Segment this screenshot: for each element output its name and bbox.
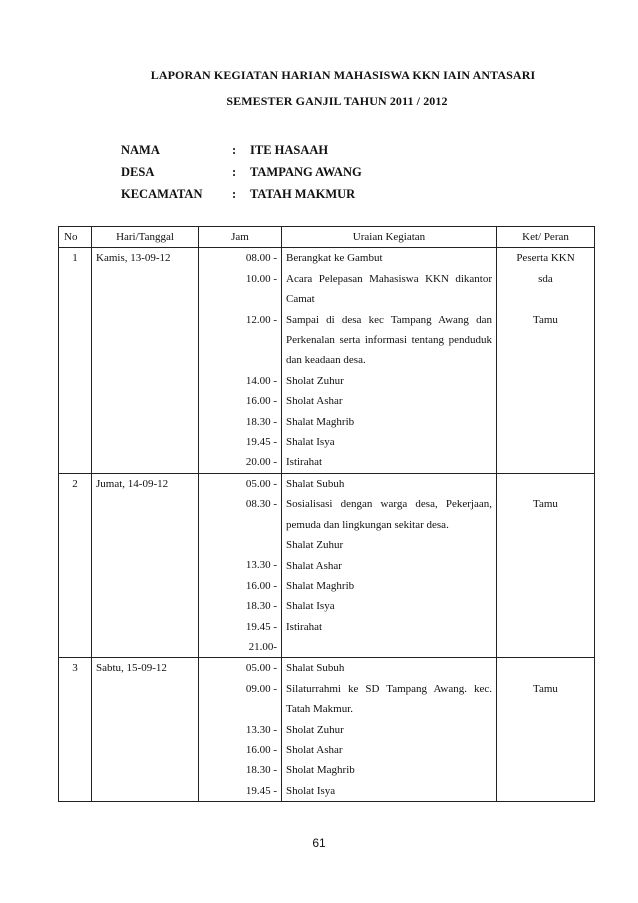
jam-line: 16.00 - [245,395,277,408]
ket-line: Peserta KKN [516,252,575,265]
ket-line [501,474,590,494]
jam-line [203,699,277,719]
cell-ket [497,248,595,473]
header-no: No [59,227,92,248]
cell-tanggal: Kamis, 13-09-12 [92,248,199,473]
uraian-line: Sholat Maghrib [286,764,355,777]
jam-line: 09.00 - [245,682,277,695]
jam-line: 05.00 - [245,662,277,675]
cell-tanggal: Sabtu, 15-09-12 [92,658,199,802]
report-title: LAPORAN KEGIATAN HARIAN MAHASISWA KKN IAIN ANTASARI [150,68,536,82]
table-row [59,473,595,658]
kecamatan-value: TATAH MAKMUR [250,187,356,201]
uraian-line: Sholat Ashar [286,744,343,757]
cell-no: 3 [59,658,92,802]
info-kecamatan-row [121,187,355,202]
ket-line [501,658,590,678]
cell-ket [497,473,595,658]
uraian-line: Sholat Ashar [286,395,343,408]
uraian-line: Sholat Zuhur [286,374,344,387]
table-row [59,248,595,473]
jam-line: 18.30 - [245,600,277,613]
uraian-line: Shalat Maghrib [286,579,355,592]
cell-uraian [282,473,497,658]
cell-ket [497,658,595,802]
cell-no: 2 [59,473,92,658]
nama-value: ITE HASAAH [250,143,329,157]
uraian-line: Shalat Maghrib [286,415,355,428]
jam-line: 08.00 - [245,252,277,265]
jam-line: 05.00 - [245,477,277,490]
uraian-line: Shalat Isya [286,436,335,449]
jam-line: 19.45 - [245,784,277,797]
cell-jam [199,248,282,473]
uraian-line: Sholat Zuhur [286,723,344,736]
desa-value: TAMPANG AWANG [250,165,362,179]
uraian-line: Sosialisasi dengan warga desa, Pekerjaan, pemuda dan lingkungan sekitar desa. [286,498,492,531]
ket-line: Tamu [533,498,558,511]
nama-colon: : [232,143,237,157]
uraian-line: Istirahat [286,456,323,469]
page-number: 61 [312,836,326,850]
jam-line [203,350,277,370]
header-jam: Jam [199,227,282,248]
uraian-line: Istirahat [286,620,323,633]
uraian-line: Sholat Isya [286,784,336,797]
info-nama-row [121,143,328,158]
report-subtitle: SEMESTER GANJIL TAHUN 2011 / 2012 [226,94,448,108]
uraian-line: Shalat Isya [286,600,335,613]
header-ket: Ket/ Peran [497,227,595,248]
header-uraian: Uraian Kegiatan [282,227,497,248]
desa-colon: : [232,165,237,179]
info-desa-row [121,165,362,180]
jam-line: 19.45 - [245,435,277,448]
uraian-line: Shalat Ashar [286,559,342,572]
jam-line: 08.30 - [245,498,277,511]
uraian-line: Shalat Zuhur [286,539,344,552]
kecamatan-colon: : [232,187,237,201]
uraian-line: Silaturrahmi ke SD Tampang Awang. kec. Tatah Makmur. [286,682,492,716]
header-tanggal: Hari/Tanggal [92,227,199,248]
ket-line: Tamu [533,313,558,326]
cell-jam [199,658,282,802]
jam-line: 18.30 - [245,764,277,777]
jam-line [203,535,277,555]
uraian-line: Berangkat ke Gambut [286,252,383,265]
uraian-line: Sampai di desa kec Tampang Awang dan Perkenalan serta informasi tentang penduduk dan keadaan desa. [286,313,492,367]
cell-jam [199,473,282,658]
jam-line: 16.00 - [245,743,277,756]
jam-line: 20.00 - [245,456,277,469]
ket-line: sda [538,272,553,285]
cell-uraian [282,248,497,473]
table-header-row [59,227,595,248]
cell-tanggal: Jumat, 14-09-12 [92,473,199,658]
uraian-line: Shalat Subuh [286,477,345,490]
jam-line: 13.30 - [245,723,277,736]
jam-line: 10.00 - [245,272,277,285]
jam-line: 18.30 - [245,415,277,428]
jam-line [203,289,277,309]
jam-line: 13.30 - [245,559,277,572]
ket-line [501,289,590,309]
cell-no: 1 [59,248,92,473]
jam-line: 12.00 - [245,313,277,326]
jam-line: 19.45 - [245,620,277,633]
uraian-line: Shalat Subuh [286,662,345,675]
ket-line: Tamu [533,682,558,695]
nama-label: NAMA [121,143,160,157]
jam-line: 21.00- [248,641,277,653]
kecamatan-label: KECAMATAN [121,187,203,201]
jam-line: 14.00 - [245,374,277,387]
uraian-line: Acara Pelepasan Mahasiswa KKN dikantor Camat [286,272,492,306]
activity-table [58,226,595,802]
cell-uraian [282,658,497,802]
jam-line: 16.00 - [245,579,277,592]
table-row [59,658,595,802]
jam-line [203,515,277,535]
jam-line [203,330,277,350]
desa-label: DESA [121,165,155,179]
